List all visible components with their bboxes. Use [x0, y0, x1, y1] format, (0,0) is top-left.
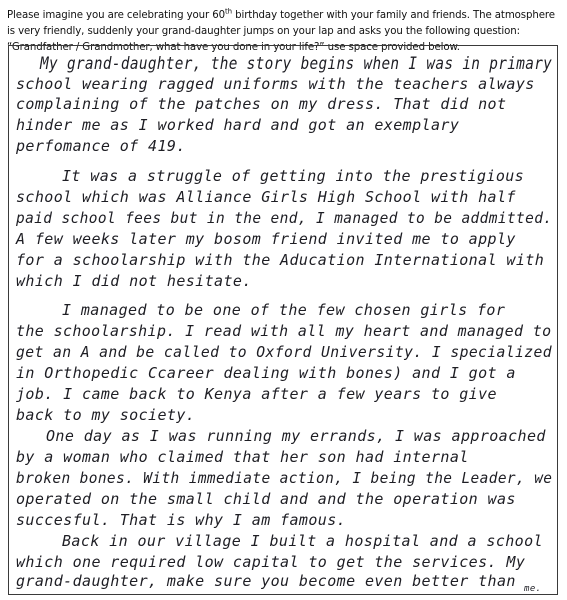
answer-line-20: broken bones. With immediate action, I being the Leader, we [16, 469, 553, 487]
answer-line-5: perfomance of 419. [16, 137, 186, 155]
answer-line-12: I managed to be one of the few chosen girls for [62, 301, 506, 319]
prompt-text-end: birthday together with your family and friends. The atmosphere is very friendly, suddenly your grand-daughter jumps on your lap and asks you the following question: “Grandfather / Grandmother, what have you done in your life?” use space provided below. [7, 10, 555, 53]
answer-line-2: school wearing ragged uniforms with the teachers always [16, 75, 535, 93]
answer-line-14: get an A and be called to Oxford University. I specialized [16, 343, 552, 361]
answer-line-8: paid school fees but in the end, I managed to be addmitted. [16, 209, 553, 227]
answer-line-21: operated on the small child and and the operation was [16, 490, 516, 508]
answer-line-22: succesful. That is why I am famous. [16, 511, 347, 529]
answer-line-9: A few weeks later my bosom friend invited me to apply [16, 230, 516, 248]
answer-line-10: for a schoolarship with the Aducation International with [16, 251, 545, 269]
answer-line-15: in Orthopedic Ccareer dealing with bones) and I got a [16, 364, 516, 382]
prompt-text-start: Please imagine you are celebrating your 60 [7, 10, 225, 21]
answer-line-1: My grand-daughter, the story begins when I was in primary [40, 54, 553, 74]
answer-line-25: grand-daughter, make sure you become even better than [16, 572, 516, 590]
answer-line-13: the schoolarship. I read with all my heart and managed to [16, 322, 552, 340]
answer-line-19: by a woman who claimed that her son had internal [16, 448, 469, 466]
answer-line-18: One day as I was running my errands, I was approached [46, 427, 546, 445]
answer-line-7: school which was Alliance Girls High School with half [16, 188, 516, 206]
answer-line-26: me. [524, 584, 542, 594]
answer-line-17: back to my society. [16, 406, 196, 424]
answer-line-11: which I did not hesitate. [16, 272, 252, 290]
answer-line-6: It was a struggle of getting into the prestigious [62, 167, 525, 185]
ordinal-suffix: th [225, 7, 232, 16]
answer-line-16: job. I came back to Kenya after a few years to give [16, 385, 497, 403]
answer-line-3: complaining of the patches on my dress. That did not [16, 95, 507, 113]
answer-line-4: hinder me as I worked hard and got an exemplary [16, 116, 460, 134]
answer-line-23: Back in our village I built a hospital and a school [62, 532, 543, 550]
answer-line-24: which one required low capital to get the services. My [16, 553, 526, 571]
